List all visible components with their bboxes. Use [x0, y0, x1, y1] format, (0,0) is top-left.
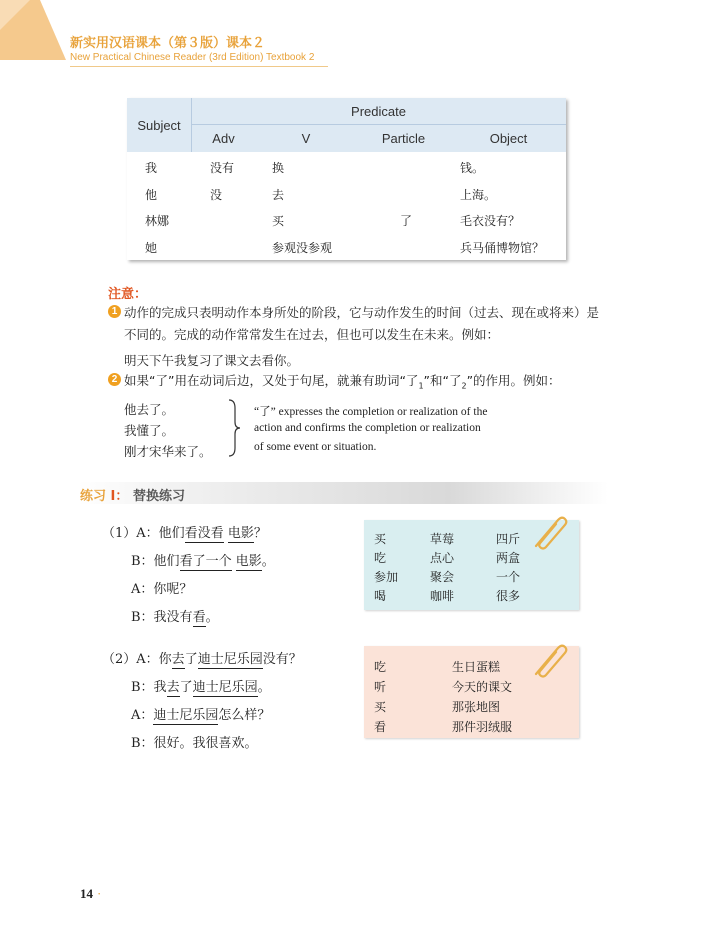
card-word: 聚会	[430, 570, 455, 584]
explanation-text: “了” expresses the completion or realization of the	[254, 406, 488, 418]
card-word: 吃	[374, 551, 387, 565]
note-number-badge: 2	[108, 373, 121, 386]
drill-line: B：他们看了一个 电影。	[131, 554, 275, 569]
grammar-table	[127, 98, 566, 260]
predicate-header: Predicate	[351, 104, 406, 119]
exercise-title: 练习 Ⅰ： 替换练习	[80, 489, 185, 504]
brace-icon	[226, 398, 242, 458]
table-cell: 没有	[210, 161, 235, 175]
table-cell: 她	[145, 241, 158, 255]
note-text: 不同的。完成的动作常常发生在过去，但也可以发生在未来。例如：	[124, 327, 500, 342]
table-cell: 没	[210, 188, 223, 202]
card-word: 咖啡	[430, 589, 455, 603]
card-word: 点心	[430, 551, 455, 565]
table-cell: 买	[272, 214, 285, 228]
table-divider	[191, 124, 566, 125]
page-header	[70, 36, 314, 64]
card-word: 喝	[374, 589, 387, 603]
card-word: 两盒	[496, 551, 521, 565]
header-rule	[70, 66, 328, 67]
card-word: 很多	[496, 589, 521, 603]
drill-line: B：很好。我很喜欢。	[131, 736, 258, 751]
note-text: 动作的完成只表明动作本身所处的阶段，它与动作发生的时间（过去、现在或将来）是	[124, 305, 600, 320]
page-number-dot: ·	[97, 886, 102, 901]
drill-line: B：我没有看。	[131, 610, 219, 625]
table-cell: 去	[272, 188, 285, 202]
card-word: 一个	[496, 570, 521, 584]
drill-line: A：迪士尼乐园怎么样？	[131, 708, 271, 723]
card-word: 买	[374, 700, 387, 714]
subject-header: Subject	[137, 118, 181, 133]
table-cell: 林娜	[145, 214, 170, 228]
example-sentence: 明天下午我复习了课文去看你。	[124, 353, 300, 368]
card-word: 看	[374, 720, 387, 734]
table-cell: 换	[272, 161, 285, 175]
paperclip-icon	[528, 512, 568, 552]
drill-line: （2）A：你去了迪士尼乐园没有？	[102, 652, 302, 667]
header-title-cn: 新实用汉语课本（第３版）课本２	[70, 36, 266, 51]
table-cell: 兵马俑博物馆？	[460, 241, 545, 255]
example-sentence: 他去了。	[124, 402, 175, 417]
card-word: 那张地图	[452, 700, 501, 714]
card-word: 今天的课文	[452, 680, 513, 694]
column-header-verb: V	[301, 131, 311, 146]
card-word: 四斤	[496, 532, 521, 546]
column-header-adv: Adv	[212, 131, 235, 146]
example-sentence: 我懂了。	[124, 423, 175, 438]
card-word: 参加	[374, 570, 399, 584]
table-cell: 钱。	[460, 161, 485, 175]
header-title-en: New Practical Chinese Reader (3rd Edition) Textbook 2	[70, 52, 315, 63]
explanation-text: of some event or situation.	[254, 441, 377, 453]
table-cell: 了	[400, 214, 413, 228]
card-word: 那件羽绒服	[452, 720, 513, 734]
example-sentence: 刚才宋华来了。	[124, 444, 212, 459]
explanation-text: action and confirms the completion or realization	[254, 422, 481, 434]
table-cell: 他	[145, 188, 158, 202]
table-cell: 毛衣没有？	[460, 214, 521, 228]
column-header-object: Object	[489, 131, 528, 146]
card-word: 生日蛋糕	[452, 660, 501, 674]
corner-decoration	[0, 0, 66, 60]
table-cell: 我	[145, 161, 158, 175]
page-number: 14	[80, 886, 93, 901]
drill-line: A：你呢？	[131, 582, 193, 597]
paperclip-icon	[528, 640, 568, 680]
card-word: 买	[374, 532, 387, 546]
note-title: 注意：	[108, 287, 148, 302]
table-cell: 参观没参观	[272, 241, 333, 255]
drill-line: （1）A：他们看没看 电影？	[102, 526, 267, 541]
note-number-badge: 1	[108, 305, 121, 318]
card-word: 听	[374, 680, 387, 694]
card-word: 草莓	[430, 532, 455, 546]
table-cell: 上海。	[460, 188, 497, 202]
drill-line: B：我去了迪士尼乐园。	[131, 680, 271, 695]
column-header-particle: Particle	[381, 131, 426, 146]
card-word: 吃	[374, 660, 387, 674]
note-text: 如果“了”用在动词后边，又处于句尾，就兼有助词“了$_1$”和“了$_2$”的作用。例如：	[124, 373, 561, 391]
